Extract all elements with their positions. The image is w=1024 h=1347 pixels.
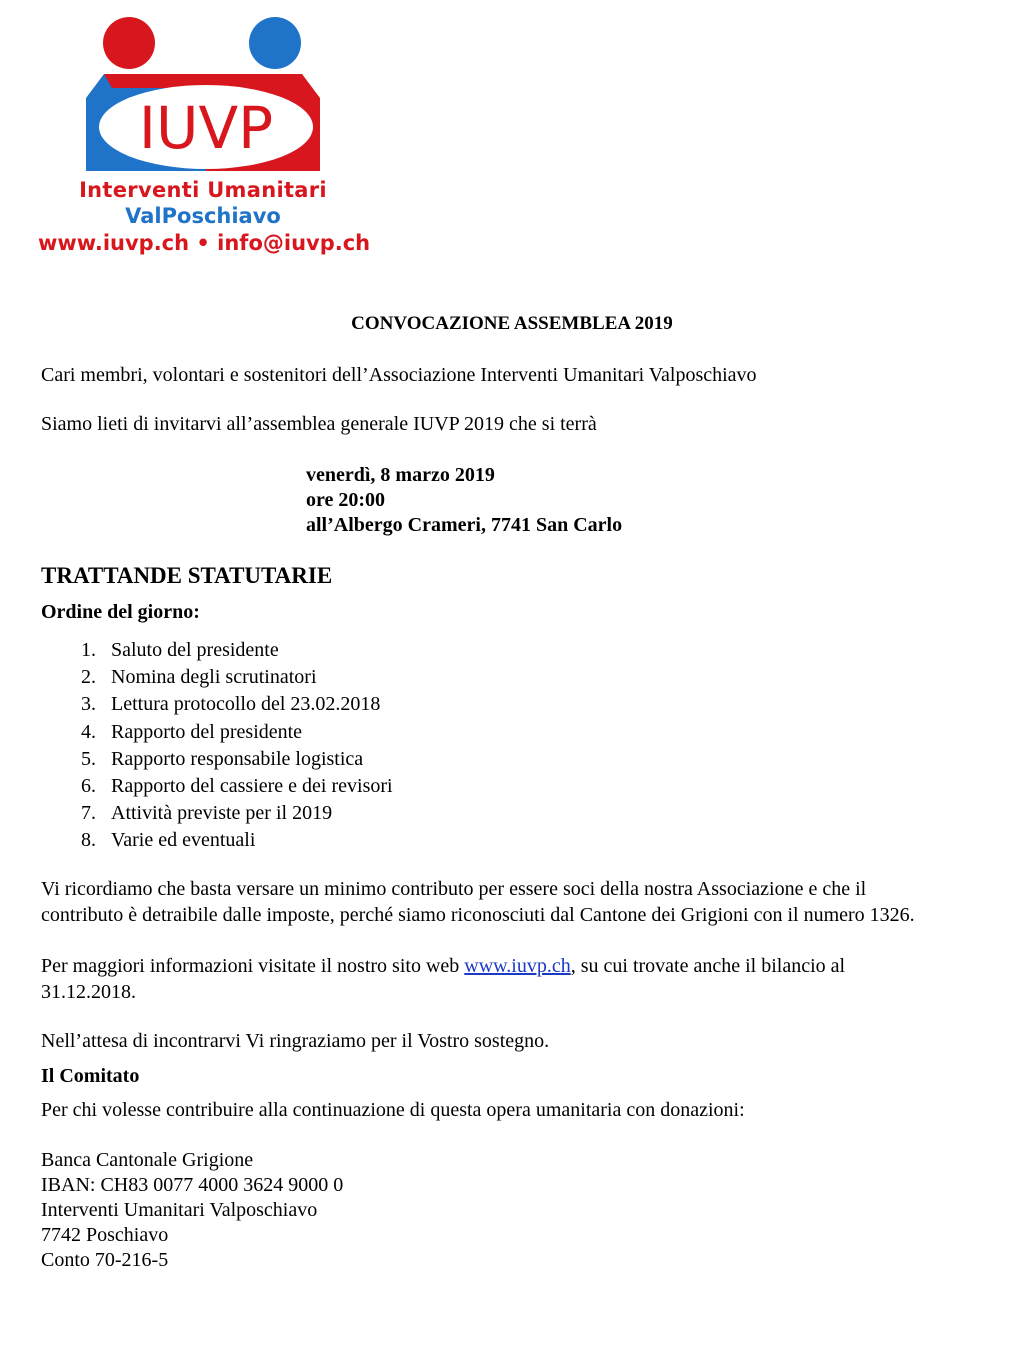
logo-figures-icon bbox=[38, 14, 368, 179]
logo-email: info@iuvp.ch bbox=[217, 231, 371, 255]
logo-contacts bbox=[38, 231, 371, 255]
signature: Il Comitato bbox=[41, 1065, 140, 1087]
event-place: all’Albergo Crameri, 7741 San Carlo bbox=[306, 514, 623, 536]
bank-name: Banca Cantonale Grigione bbox=[41, 1149, 254, 1171]
reminder-line-2: contributo è detraibile dalle imposte, perché siamo riconosciuti dal Cantone dei Grigioni con il numero 1326. bbox=[41, 904, 915, 926]
agenda-title: Ordine del giorno: bbox=[41, 601, 200, 623]
bank-details bbox=[41, 1148, 343, 1273]
logo-acronym: IUVP bbox=[138, 94, 274, 162]
event-details bbox=[306, 463, 622, 538]
bank-holder: Interventi Umanitari Valposchiavo bbox=[41, 1199, 318, 1221]
website-link[interactable]: www.iuvp.ch bbox=[464, 955, 571, 977]
bank-iban: IBAN: CH83 0077 4000 3624 9000 0 bbox=[41, 1174, 344, 1196]
logo-website: www.iuvp.ch bbox=[38, 231, 190, 255]
event-date: venerdì, 8 marzo 2019 bbox=[306, 464, 495, 486]
donation-intro: Per chi volesse contribuire alla continuazione di questa opera umanitaria con donazioni: bbox=[41, 1099, 745, 1121]
reminder-line-1: Vi ricordiamo che basta versare un minimo contributo per essere soci della nostra Associazione e che il bbox=[41, 878, 867, 900]
info-line-2: 31.12.2018. bbox=[41, 981, 136, 1003]
bank-account: Conto 70-216-5 bbox=[41, 1249, 169, 1271]
bank-city: 7742 Poschiavo bbox=[41, 1224, 169, 1246]
event-time: ore 20:00 bbox=[306, 489, 386, 511]
invitation: Siamo lieti di invitarvi all’assemblea generale IUVP 2019 che si terrà bbox=[41, 413, 597, 435]
logo-separator: • bbox=[196, 231, 210, 255]
section-title: TRATTANDE STATUTARIE bbox=[41, 563, 333, 588]
greeting: Cari membri, volontari e sostenitori dell’Associazione Interventi Umanitari Valposchiavo bbox=[41, 364, 757, 386]
logo-subname: ValPoschiavo bbox=[125, 204, 281, 228]
logo-name: Interventi Umanitari bbox=[79, 178, 327, 202]
info-line-1: Per maggiori informazioni visitate il nostro sito web www.iuvp.ch, su cui trovate anche il bilancio al bbox=[41, 955, 846, 977]
page-title: CONVOCAZIONE ASSEMBLEA 2019 bbox=[351, 313, 673, 334]
iuvp-logo bbox=[38, 14, 371, 262]
closing: Nell’attesa di incontrarvi Vi ringraziamo per il Vostro sostegno. bbox=[41, 1030, 550, 1052]
